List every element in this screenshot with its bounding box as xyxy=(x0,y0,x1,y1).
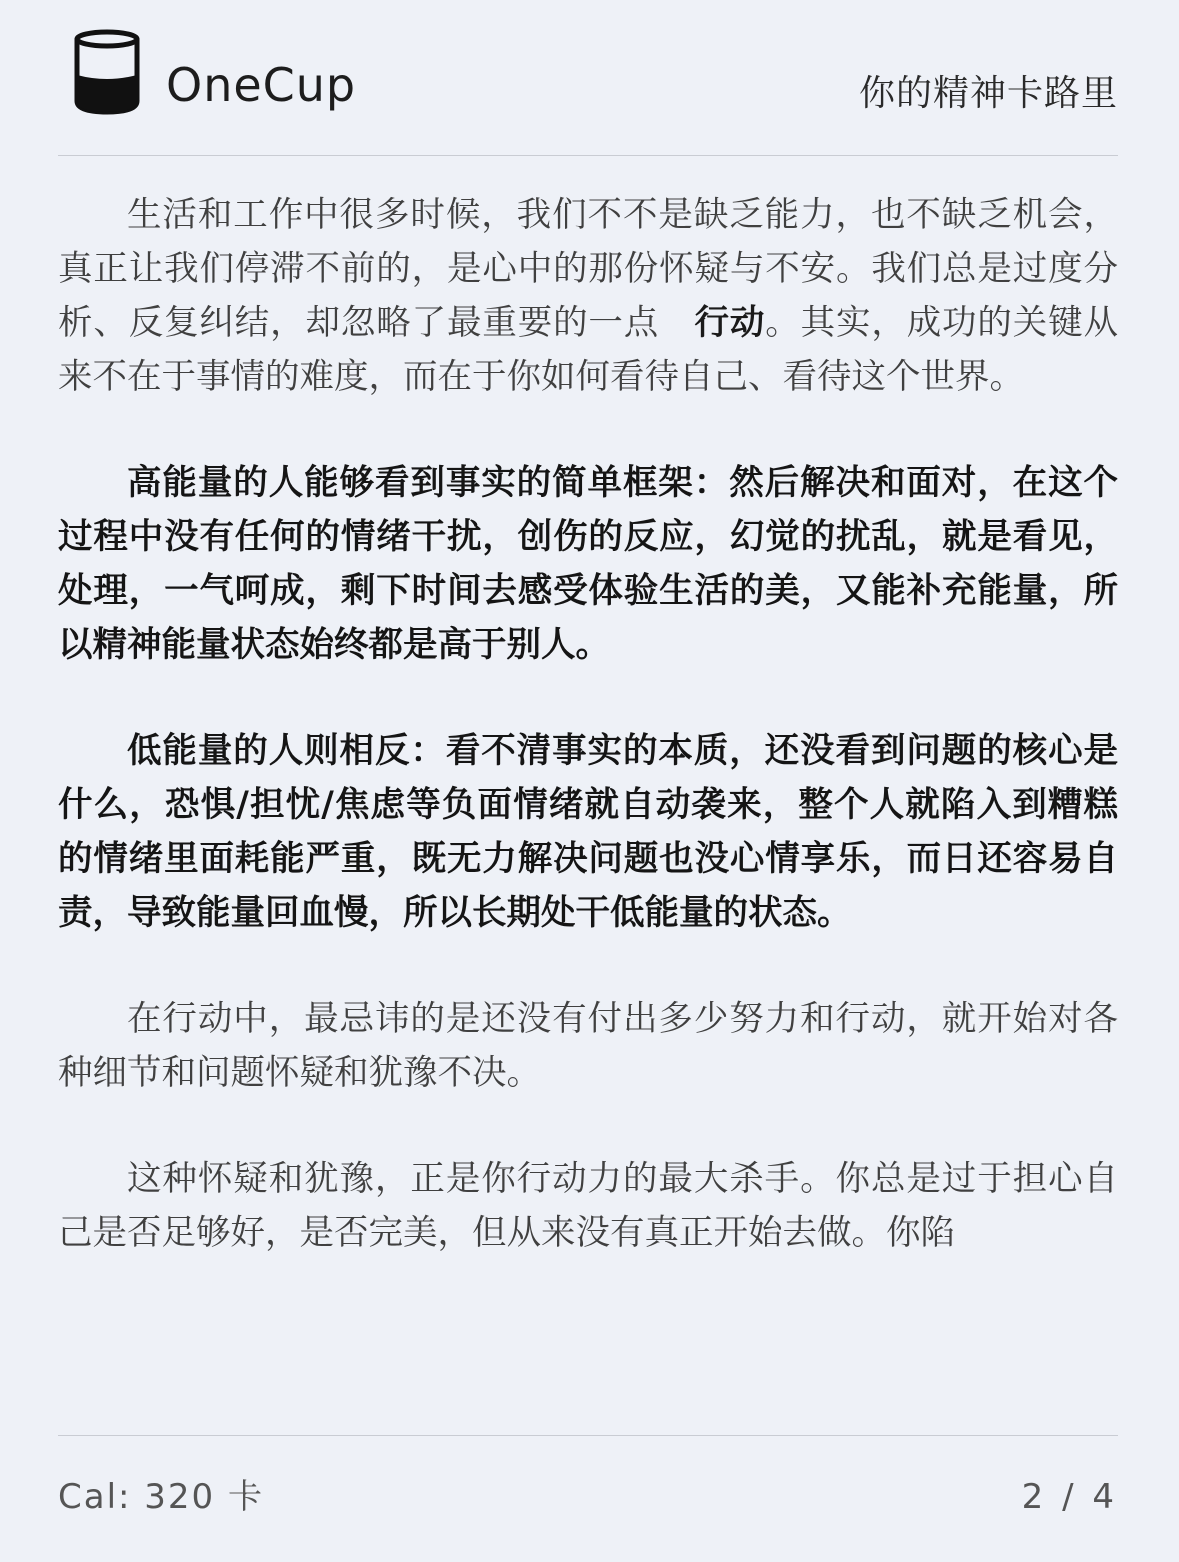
calorie-label: Cal: 320 卡 xyxy=(58,1477,264,1517)
brand-name: OneCup xyxy=(166,58,357,112)
header xyxy=(58,0,1118,156)
article-body xyxy=(58,188,1118,1418)
paragraph-5: 这种怀疑和犹豫，正是你行动力的最大杀手。你总是过于担心自己是否足够好，是否完美，但从来没有真正开始去做。你陷 xyxy=(58,1159,1118,1253)
paragraph-2: 高能量的人能够看到事实的简单框架：然后解决和面对，在这个过程中没有任何的情绪干扰，创伤的反应，幻觉的扰乱，就是看见，处理，一气呵成，剩下时间去感受体验生活的美，又能补充能量，所以精神能量状态始终都是高于别人。 xyxy=(58,463,1118,665)
footer xyxy=(58,1435,1118,1562)
paragraph-1-text-b: 。其实，成功的关键从来不在于事情的难度，而在于你如何看待自己、看待这个世界。 xyxy=(58,303,1118,397)
paragraph-1-emphasis: 行动 xyxy=(694,303,766,343)
paragraph-1 xyxy=(58,188,1118,404)
paragraph-1-text-a: 生活和工作中很多时候，我们不不是缺乏能力，也不缺乏机会，真正让我们停滞不前的，是心中的那份怀疑与不安。我们总是过度分析、反复纠结，却忽略了最重要的一点 xyxy=(58,195,1118,343)
page-indicator: 2 / 4 xyxy=(1021,1477,1118,1517)
cup-icon xyxy=(74,29,140,115)
paragraph-4: 在行动中，最忌讳的是还没有付出多少努力和行动，就开始对各种细节和问题怀疑和犹豫不决。 xyxy=(58,999,1118,1093)
tagline: 你的精神卡路里 xyxy=(858,73,1118,114)
paragraph-3: 低能量的人则相反：看不清事实的本质，还没看到问题的核心是什么，恐惧/担忧/焦虑等负面情绪就自动袭来，整个人就陷入到糟糕的情绪里面耗能严重，既无力解决问题也没心情享乐，而日还容易自责，导致能量回血慢，所以长期处干低能量的状态。 xyxy=(58,731,1118,933)
